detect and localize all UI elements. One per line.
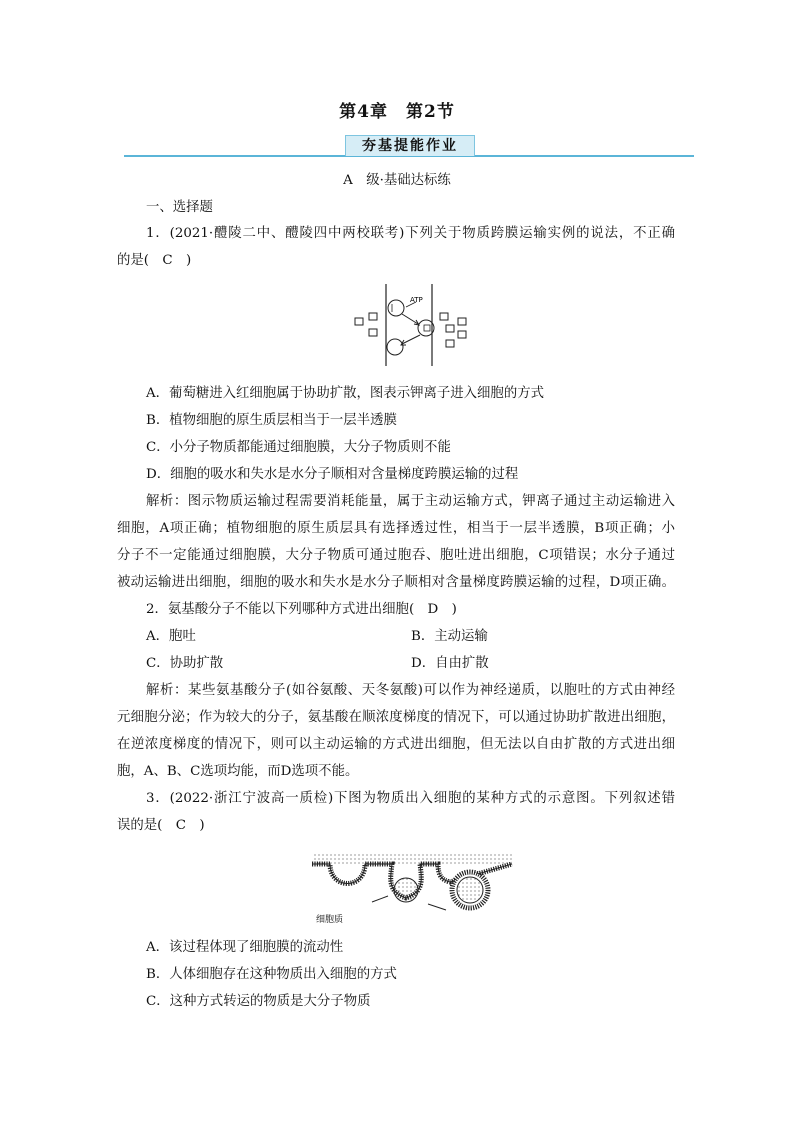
q2-analysis-line2: 元细胞分泌；作为较大的分子，氨基酸在顺浓度梯度的情况下，可以通过协助扩散进出细胞， [117, 710, 675, 725]
q1-analysis-line1: 解析：图示物质运输过程需要消耗能量，属于主动运输方式，钾离子通过主动运输进入 [146, 494, 675, 509]
q3-stem-line1: 3．(2022·浙江宁波高一质检)下图为物质出入细胞的某种方式的示意图。下列叙述错 [146, 791, 675, 806]
q1-stem-line2: 的是( C ) [117, 253, 192, 268]
q1-option-c: C．小分子物质都能通过细胞膜，大分子物质则不能 [146, 440, 451, 455]
q1-transport-diagram [340, 280, 480, 370]
level-heading: A 级·基础达标练 [343, 173, 451, 188]
q3-endocytosis-diagram [310, 850, 520, 930]
q1-option-b: B．植物细胞的原生质层相当于一层半透膜 [146, 413, 397, 428]
q1-analysis-line4: 被动运输进出细胞，细胞的吸水和失水是水分子顺相对含量梯度跨膜运输的过程，D项正确。 [117, 575, 675, 590]
q2-analysis-line3: 在逆浓度梯度的情况下，则可以主动运输的方式进出细胞，但无法以自由扩散的方式进出细 [117, 737, 675, 752]
q2-analysis-line4: 胞，A、B、C选项均能，而D选项不能。 [117, 764, 359, 779]
q1-option-a: A．葡萄糖进入红细胞属于协助扩散，图表示钾离子进入细胞的方式 [146, 386, 544, 401]
section-heading: 一、选择题 [146, 200, 213, 215]
cytoplasm-label: 细胞质 [316, 915, 344, 925]
q1-analysis-line3: 分子不一定能通过细胞膜，大分子物质可通过胞吞、胞吐进出细胞，C项错误；水分子通过 [117, 548, 675, 563]
q2-option-a: A．胞吐 [146, 629, 196, 644]
q2-option-d: D．自由扩散 [411, 656, 489, 671]
q2-stem: 2．氨基酸分子不能以下列哪种方式进出细胞( D ) [146, 602, 457, 617]
q3-stem-line2: 误的是( C ) [117, 818, 205, 833]
atp-label: ATP [410, 296, 423, 304]
q2-option-b: B．主动运输 [411, 629, 488, 644]
q1-option-d: D．细胞的吸水和失水是水分子顺相对含量梯度跨膜运输的过程 [146, 467, 519, 482]
q1-analysis-line2: 细胞，A项正确；植物细胞的原生质层具有选择透过性，相当于一层半透膜，B项正确；小 [117, 521, 675, 536]
q2-analysis-line1: 解析：某些氨基酸分子(如谷氨酸、天冬氨酸)可以作为神经递质，以胞吐的方式由神经 [146, 683, 675, 698]
q2-option-c: C．协助扩散 [146, 656, 224, 671]
chapter-title: 第4章 第2节 [339, 102, 455, 122]
q3-option-a: A．该过程体现了细胞膜的流动性 [146, 940, 344, 955]
banner-label: 夯基提能作业 [345, 135, 475, 156]
q1-stem-line1: 1．(2021·醴陵二中、醴陵四中两校联考)下列关于物质跨膜运输实例的说法，不正确 [146, 226, 675, 241]
q3-option-c: C．这种方式转运的物质是大分子物质 [146, 994, 371, 1009]
practice-banner [124, 134, 694, 158]
q3-option-b: B．人体细胞存在这种物质出入细胞的方式 [146, 967, 397, 982]
